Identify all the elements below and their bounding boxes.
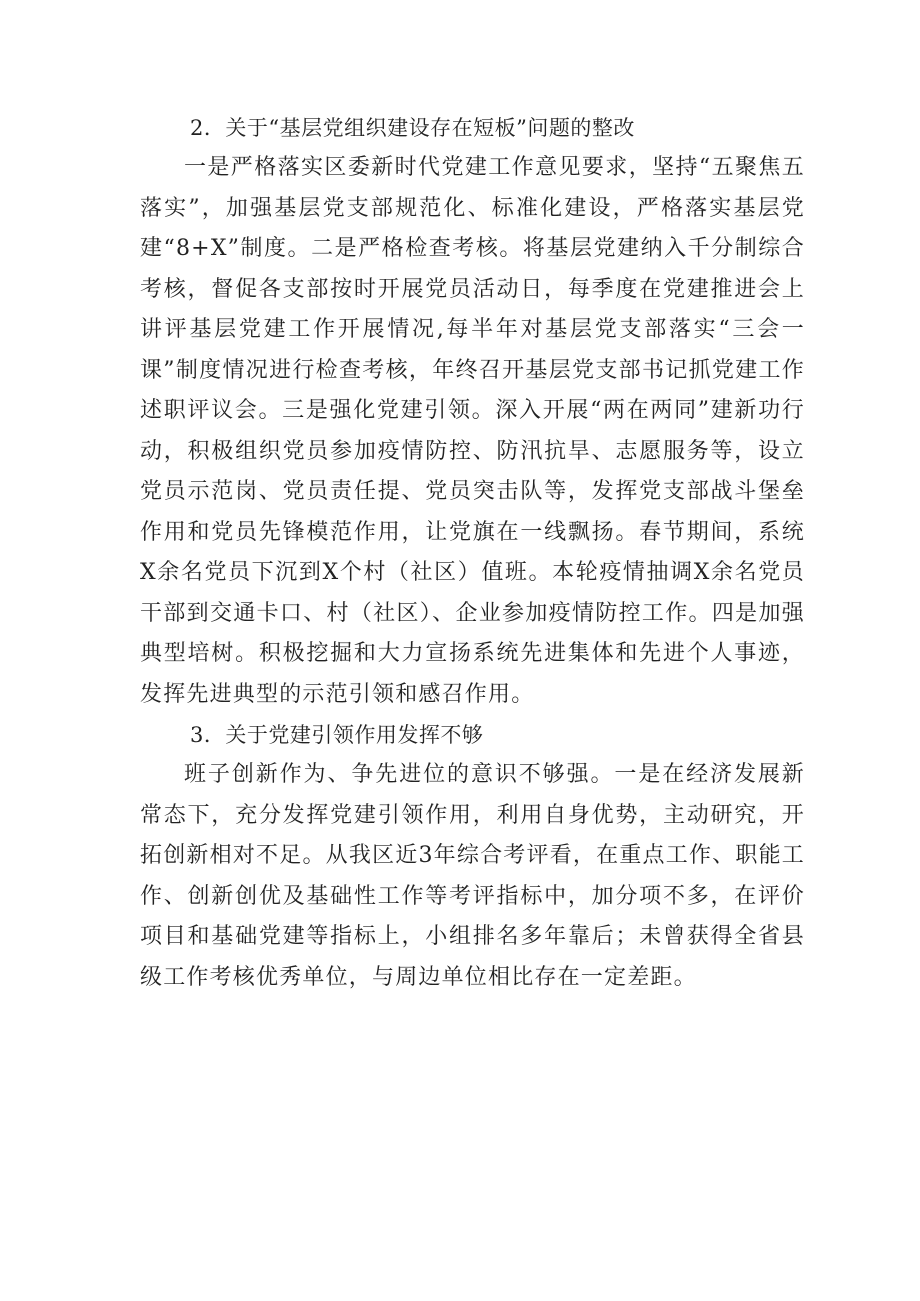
section-heading-3: 3．关于党建引领作用发挥不够 xyxy=(190,723,484,747)
document-body xyxy=(140,108,805,998)
section-paragraph-2: 一是严格落实区委新时代党建工作意见要求，坚持“五聚焦五落实”，加强基层党支部规范化、标准化建设，严格落实基层党建“8+X”制度。二是严格检查考核。将基层党建纳入千分制综合考核，督促各支部按时开展党员活动日，每季度在党建推进会上讲评基层党建工作开展情况,每半年对基层党支部落实“三会一课”制度情况进行检查考核，年终召开基层党支部书记抓党建工作述职评议会。三是强化党建引领。深入开展“两在两同”建新功行动，积极组织党员参加疫情防控、防汛抗旱、志愿服务等，设立党员示范岗、党员责任提、党员突击队等，发挥党支部战斗堡垒作用和党员先锋模范作用，让党旗在一线飘扬。春节期间，系统X余名党员下沉到X个村（社区）值班。本轮疫情抽调X余名党员干部到交通卡口、村（社区）、企业参加疫情防控工作。四是加强典型培树。积极挖掘和大力宣扬系统先进集体和先进个人事迹，发挥先进典型的示范引领和感召作用。 xyxy=(140,155,805,707)
section-heading-2: 2．关于“基层党组织建设存在短板”问题的整改 xyxy=(190,116,635,140)
section-paragraph-3: 班子创新作为、争先进位的意识不够强。一是在经济发展新常态下，充分发挥党建引领作用，利用自身优势，主动研究，开拓创新相对不足。从我区近3年综合考评看，在重点工作、职能工作、创新创优及基础性工作等考评指标中，加分项不多，在评价项目和基础党建等指标上，小组排名多年靠后；未曾获得全省县级工作考核优秀单位，与周边单位相比存在一定差距。 xyxy=(140,762,805,990)
